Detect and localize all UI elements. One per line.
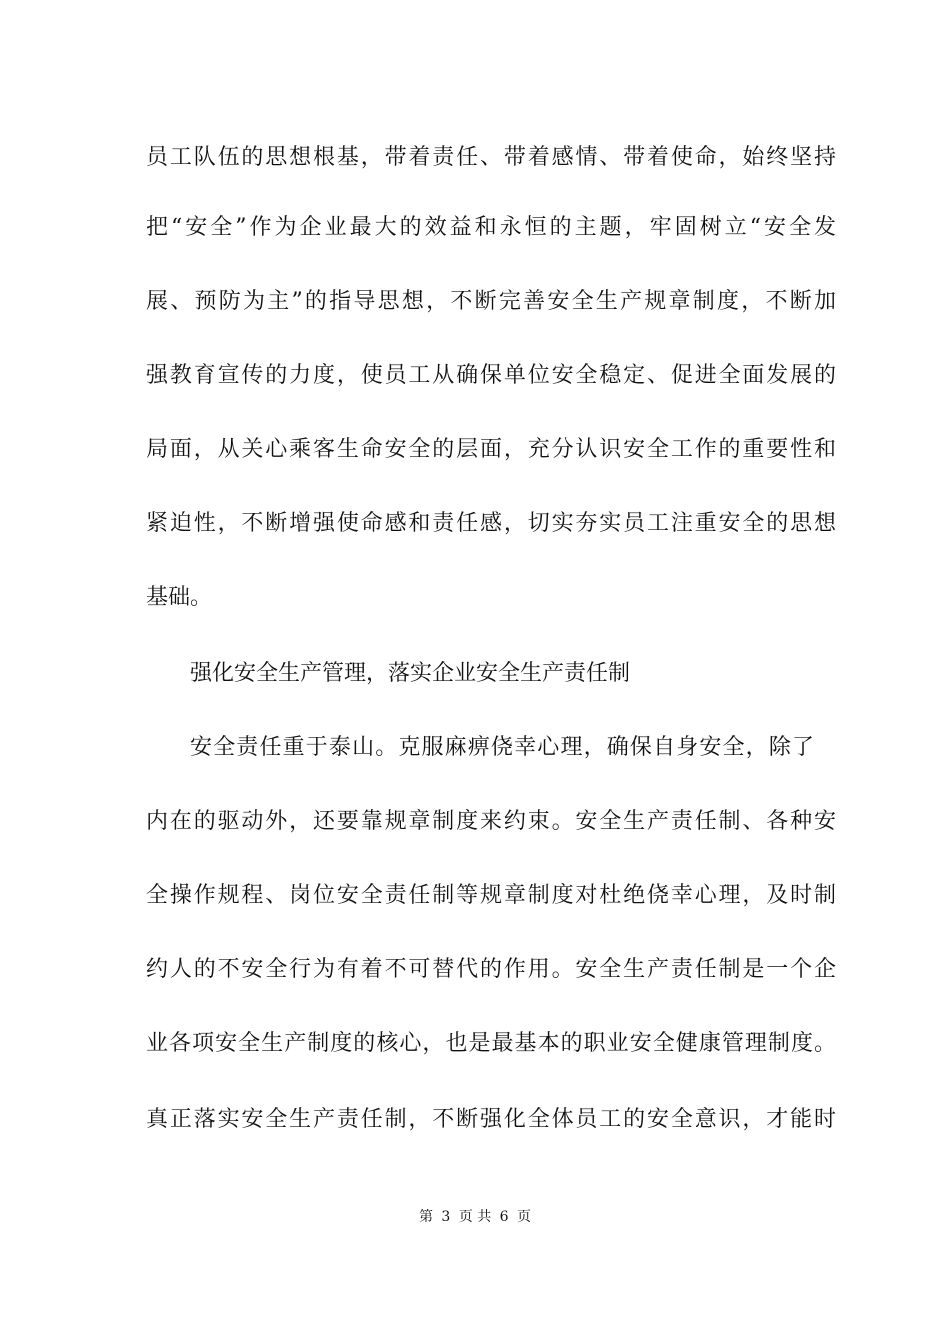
paragraph-1-line-4: 强教育宣传的力度，使员工从确保单位安全稳定、促进全面发展的 [146, 363, 836, 388]
paragraph-1-line-5: 局面，从关心乘客生命安全的层面，充分认识安全工作的重要性和 [146, 437, 836, 462]
paragraph-2-line-4: 约人的不安全行为有着不可替代的作用。安全生产责任制是一个企 [146, 957, 836, 982]
paragraph-2-line-2: 内在的驱动外，还要靠规章制度来约束。安全生产责任制、各种安 [146, 809, 836, 834]
footer-total-pages: 6 [499, 1209, 509, 1225]
section-heading: 强化安全生产管理，落实企业安全生产责任制 [190, 661, 631, 686]
paragraph-1-line-3: 展、预防为主”的指导思想，不断完善安全生产规章制度，不断加 [146, 289, 836, 314]
paragraph-1-line-2: 把“安全”作为企业最大的效益和永恒的主题，牢固树立“安全发 [146, 215, 836, 240]
paragraph-1-line-6: 紧迫性，不断增强使命感和责任感，切实夯实员工注重安全的思想 [146, 511, 836, 536]
paragraph-2-line-6: 真正落实安全生产责任制，不断强化全体员工的安全意识，才能时 [146, 1107, 836, 1132]
footer-page-number: 3 [441, 1209, 451, 1225]
page-footer [0, 1206, 950, 1226]
footer-middle: 页 共 [458, 1209, 492, 1225]
paragraph-2-line-5: 业各项安全生产制度的核心，也是最基本的职业安全健康管理制度。 [146, 1031, 836, 1056]
footer-suffix: 页 [517, 1209, 532, 1225]
paragraph-2-line-1: 安全责任重于泰山。克服麻痹侥幸心理，确保自身安全，除了 [190, 735, 814, 760]
paragraph-2-line-3: 全操作规程、岗位安全责任制等规章制度对杜绝侥幸心理，及时制 [146, 883, 836, 908]
paragraph-1-line-1: 员工队伍的思想根基，带着责任、带着感情、带着使命，始终坚持 [146, 145, 836, 170]
footer-prefix: 第 [418, 1209, 433, 1225]
paragraph-1-line-7: 基础。 [146, 585, 213, 610]
